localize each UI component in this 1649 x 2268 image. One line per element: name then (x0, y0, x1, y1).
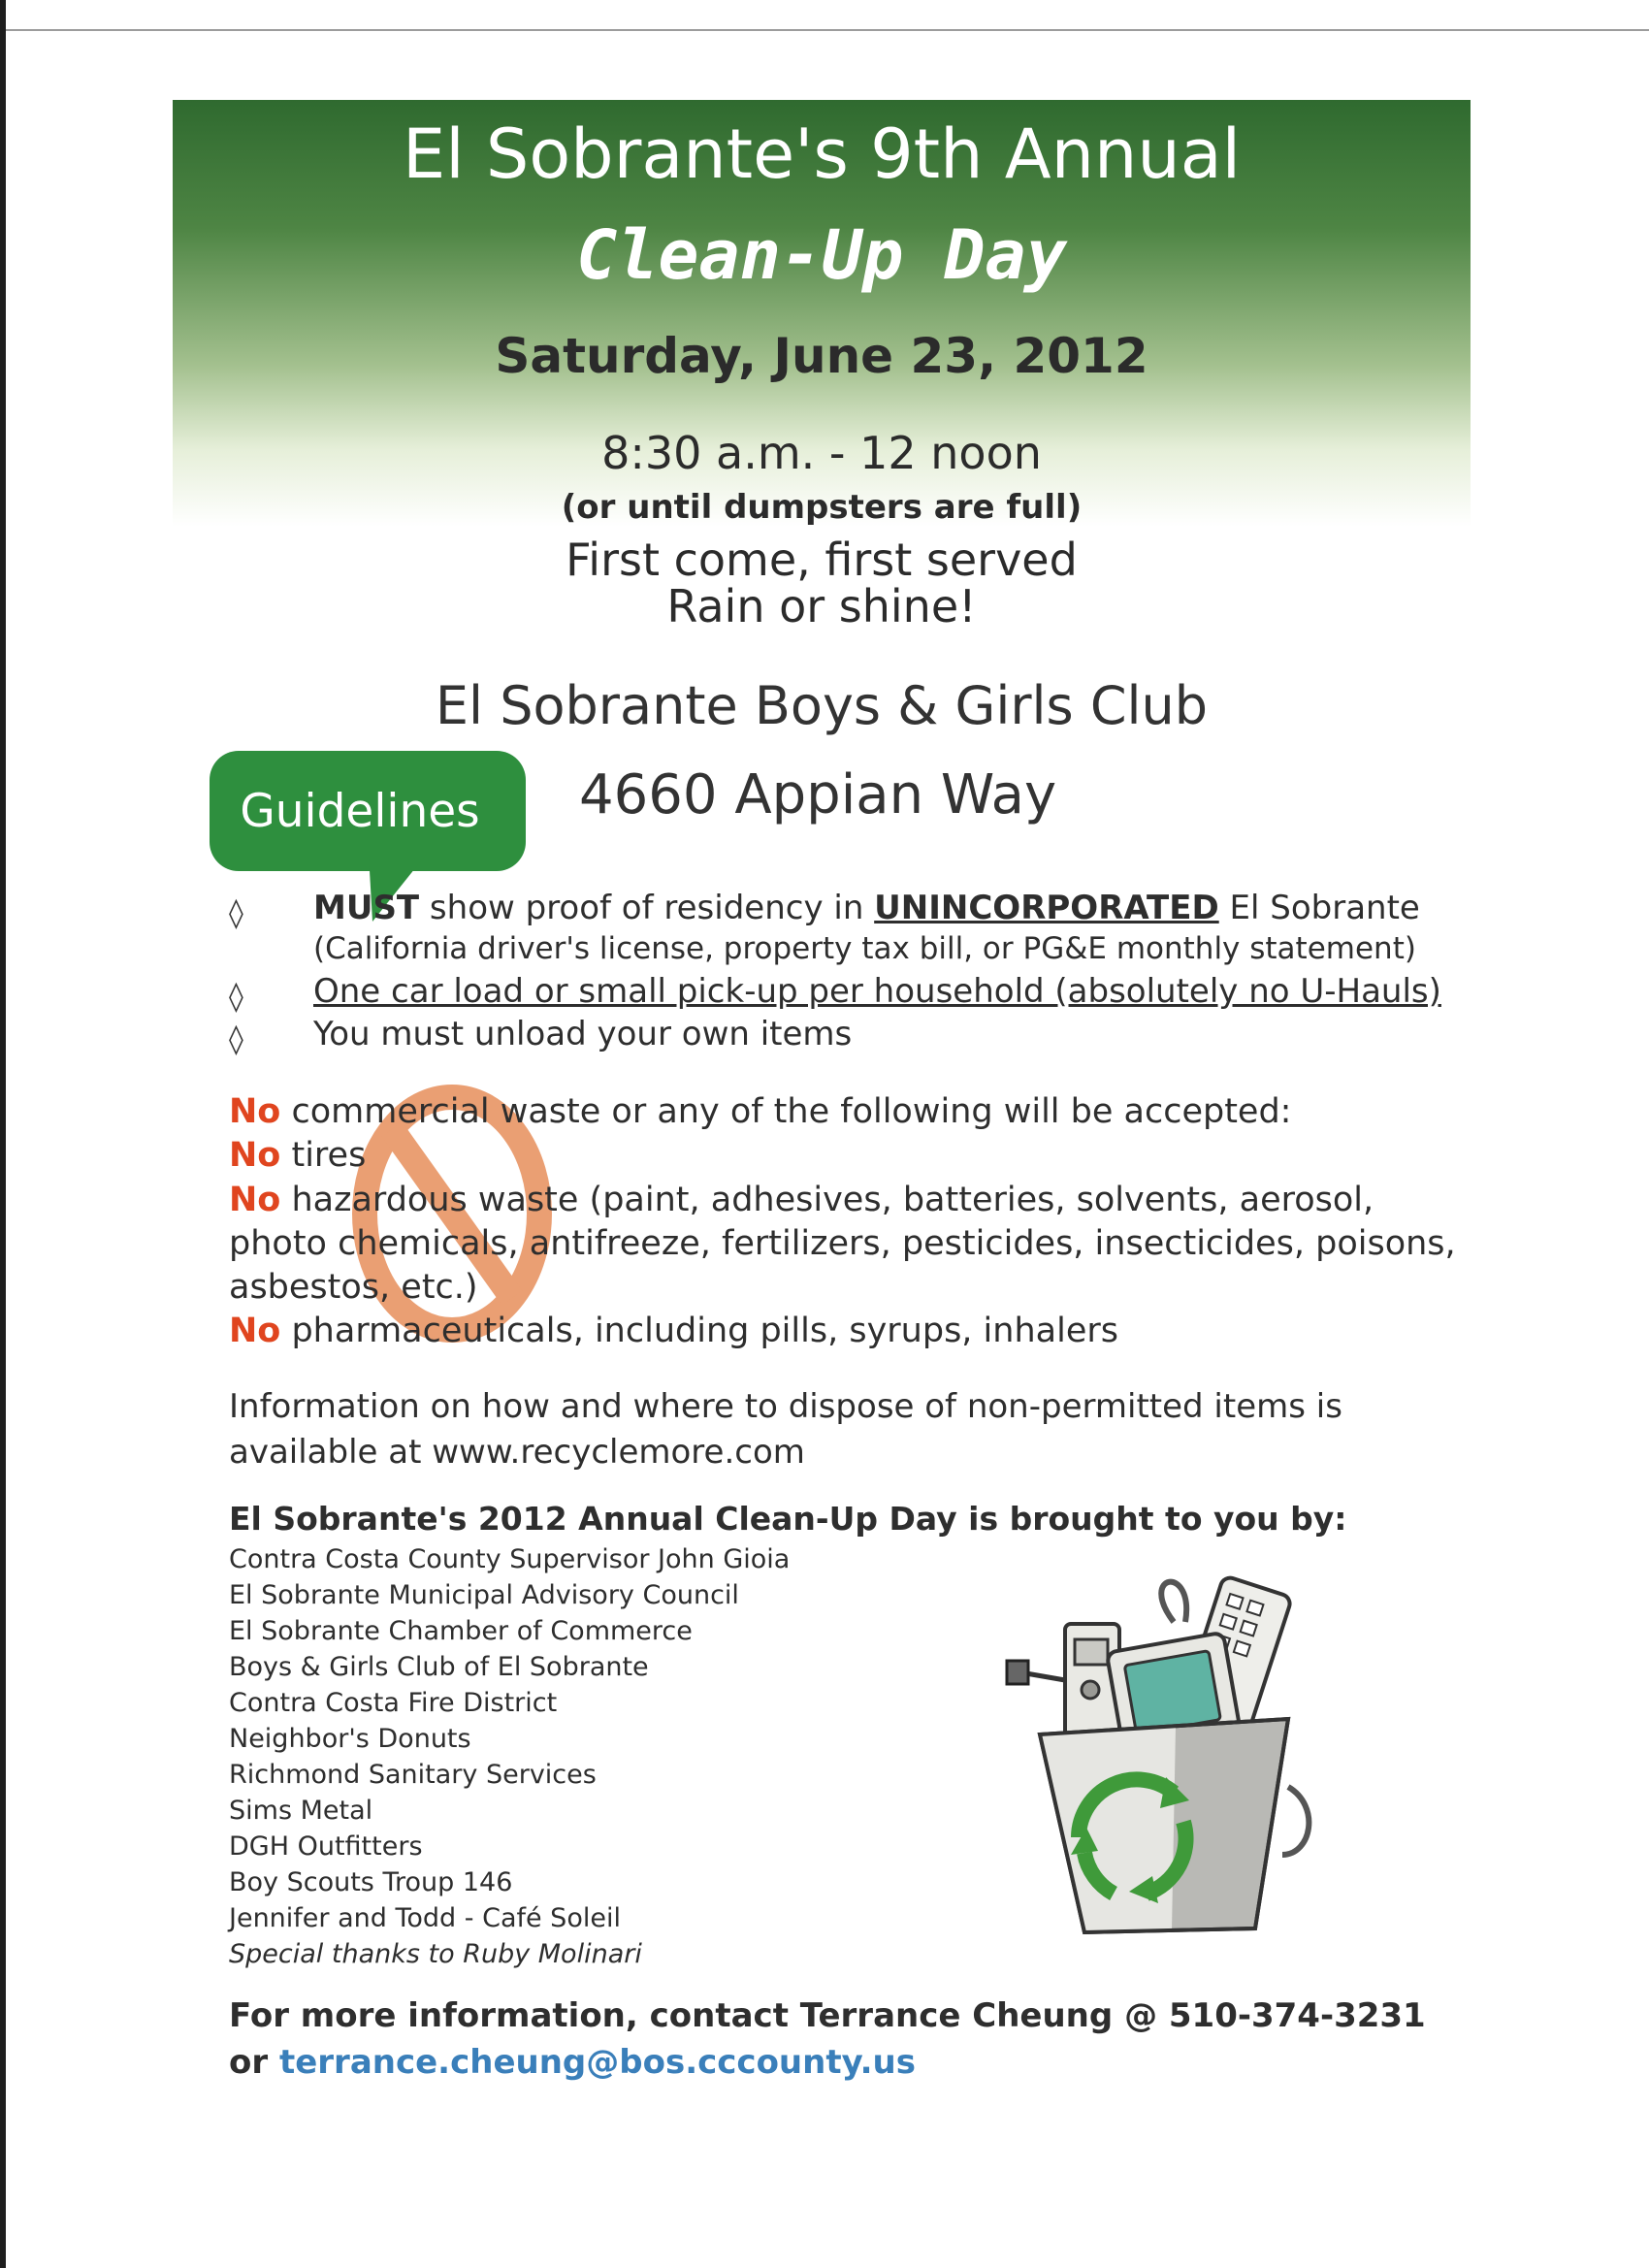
restriction-pharma-text: pharmaceuticals, including pills, syrups, inhalers (280, 1312, 1118, 1350)
guideline-residency (313, 889, 1420, 927)
rain-note: Rain or shine! (666, 580, 977, 632)
event-time: 8:30 a.m. - 12 noon (601, 427, 1042, 479)
venue-address: 4660 Appian Way (579, 763, 1057, 826)
bullet-icon: ◊ (229, 980, 243, 1014)
first-come-note: First come, first served (566, 534, 1078, 586)
no-word: No (229, 1092, 281, 1131)
sponsor-item: El Sobrante Municipal Advisory Council (229, 1580, 739, 1610)
guideline-car-load: One car load or small pick-up per household (absolutely no U-Hauls) (313, 972, 1441, 1011)
sponsors-heading: El Sobrante's 2012 Annual Clean-Up Day is brought to you by: (229, 1500, 1347, 1538)
sponsor-item: Contra Costa County Supervisor John Gioia (229, 1544, 791, 1574)
event-title-line1: El Sobrante's 9th Annual (402, 114, 1242, 194)
sponsor-item: Sims Metal (229, 1796, 373, 1826)
restriction-hazardous (229, 1181, 1374, 1219)
info-line2: available at www.recyclemore.com (229, 1433, 805, 1472)
bullet-icon: ◊ (229, 1022, 243, 1056)
unincorporated-emphasis: UNINCORPORATED (874, 889, 1219, 927)
bullet-icon: ◊ (229, 896, 243, 930)
sponsor-item: Jennifer and Todd - Café Soleil (229, 1903, 621, 1933)
restriction-tires-text: tires (280, 1136, 367, 1175)
sponsor-item: Richmond Sanitary Services (229, 1760, 597, 1790)
guideline-residency-text: show proof of residency in (419, 889, 875, 927)
sponsor-item: DGH Outfitters (229, 1831, 423, 1862)
contact-email-link[interactable]: terrance.cheung@bos.cccounty.us (278, 2043, 916, 2082)
no-word: No (229, 1181, 281, 1219)
sponsor-item: Neighbor's Donuts (229, 1724, 471, 1754)
sponsor-item: El Sobrante Chamber of Commerce (229, 1616, 693, 1646)
contact-email-line (229, 2043, 916, 2082)
no-word: No (229, 1312, 281, 1350)
restriction-hazardous-end: asbestos, etc.) (229, 1268, 478, 1307)
scan-edge-left (0, 0, 6, 2268)
venue-name: El Sobrante Boys & Girls Club (435, 675, 1209, 736)
restriction-pharma (229, 1312, 1118, 1350)
contact-info: For more information, contact Terrance Cheung @ 510-374-3231 (229, 1996, 1426, 2035)
sponsor-item: Contra Costa Fire District (229, 1688, 558, 1718)
guideline-unload: You must unload your own items (313, 1015, 853, 1053)
guideline-residency-end: El Sobrante (1218, 889, 1420, 927)
scan-edge-top (0, 29, 1649, 31)
restriction-commercial-text: commercial waste or any of the following will be accepted: (280, 1092, 1292, 1131)
event-until-note: (or until dumpsters are full) (561, 488, 1083, 527)
sponsor-item: Boys & Girls Club of El Sobrante (229, 1652, 649, 1682)
restriction-hazardous-cont: photo chemicals, antifreeze, fertilizers, pesticides, insecticides, poisons, (229, 1224, 1456, 1263)
sponsor-item: Boy Scouts Troup 146 (229, 1867, 513, 1897)
event-date: Saturday, June 23, 2012 (495, 328, 1148, 384)
special-thanks: Special thanks to Ruby Molinari (229, 1939, 642, 1969)
event-title-line2: Clean-Up Day (576, 215, 1067, 295)
restriction-hazardous-text: hazardous waste (paint, adhesives, batteries, solvents, aerosol, (280, 1181, 1374, 1219)
must-emphasis: MUST (313, 889, 420, 927)
guideline-residency-proof: (California driver's license, property tax bill, or PG&E monthly statement) (313, 931, 1416, 966)
guidelines-badge (210, 751, 526, 871)
guidelines-label: Guidelines (240, 784, 480, 838)
no-word: No (229, 1136, 281, 1175)
restriction-tires (229, 1136, 366, 1175)
recycle-bin-icon (1001, 1564, 1321, 1942)
info-line1: Information on how and where to dispose of non-permitted items is (229, 1387, 1342, 1426)
restriction-commercial (229, 1092, 1291, 1131)
contact-or: or (229, 2043, 279, 2082)
